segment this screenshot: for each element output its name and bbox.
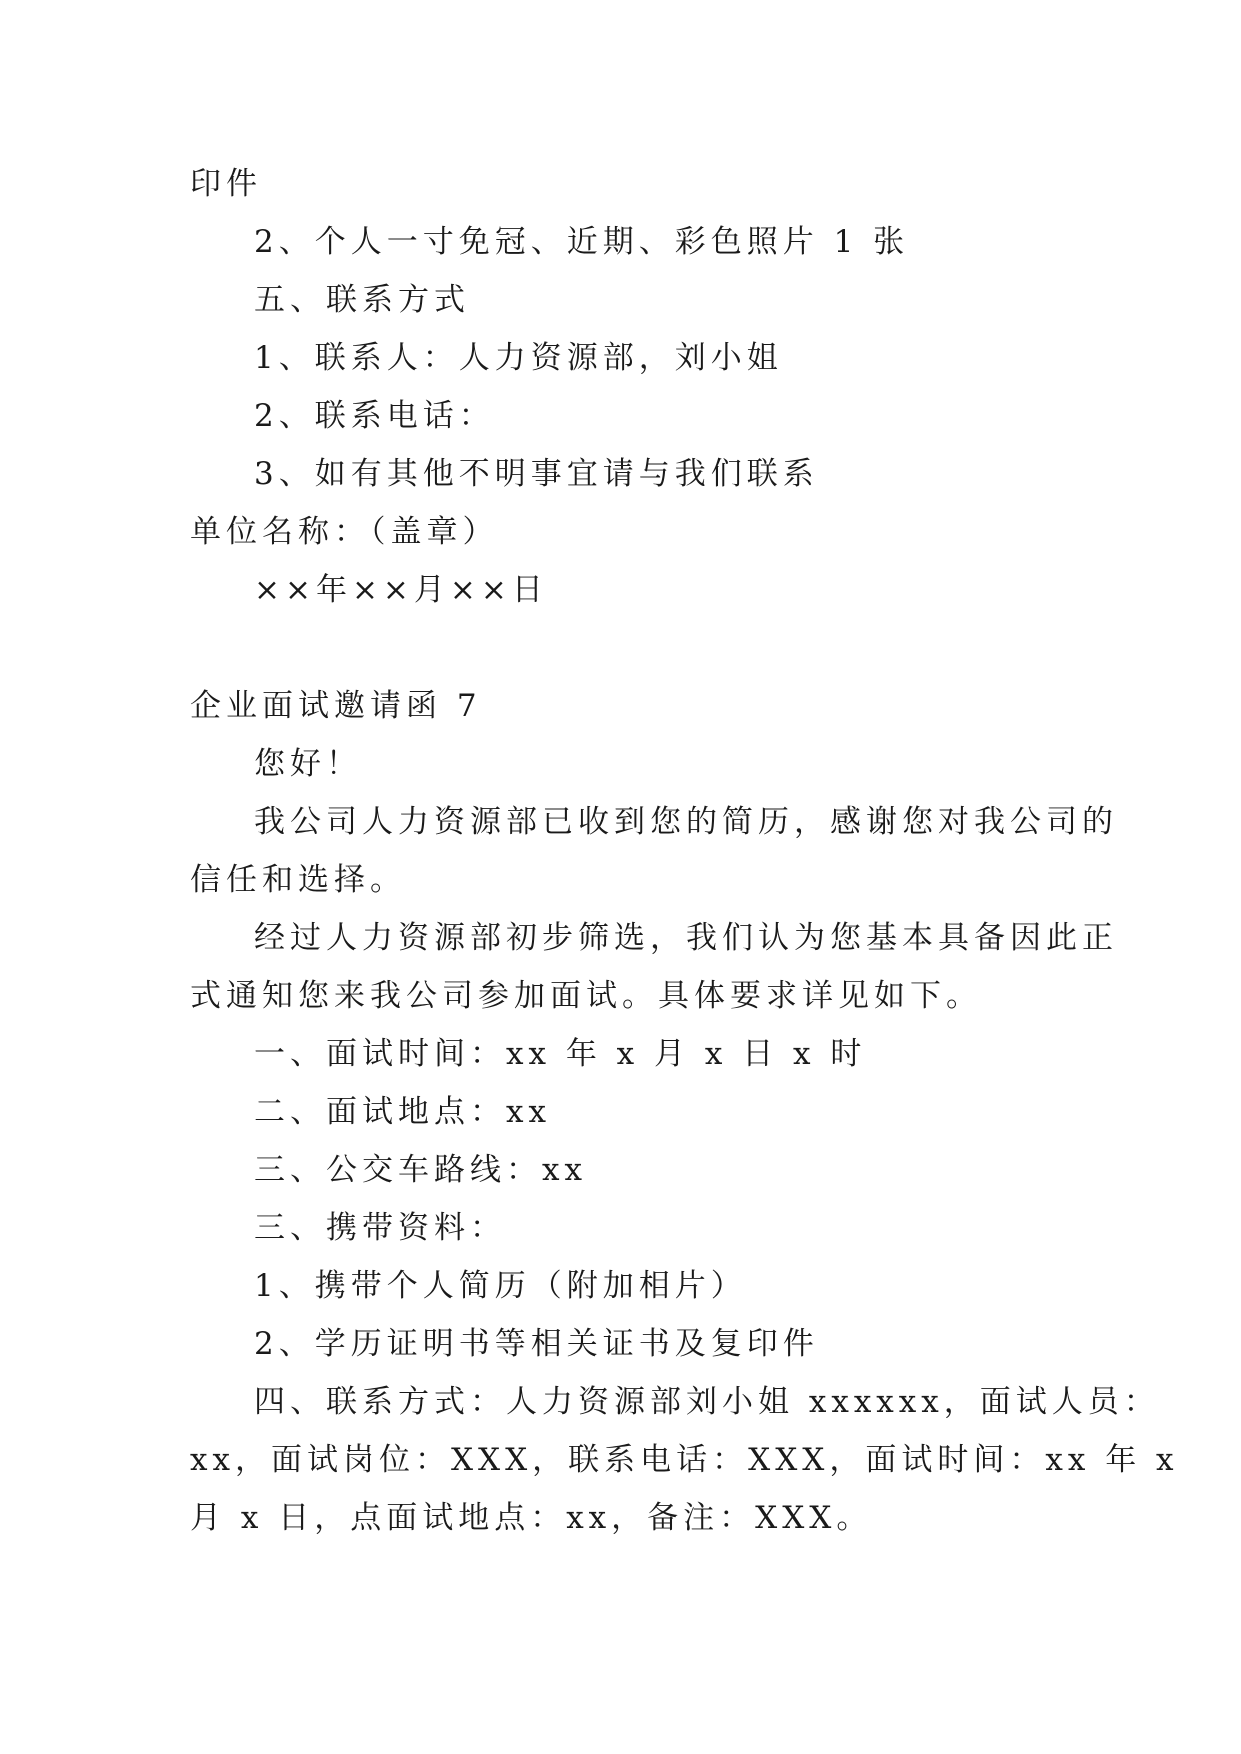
item-materials: 三、携带资料： — [254, 1210, 506, 1246]
greeting: 您好！ — [254, 746, 362, 782]
item-bus-route: 三、公交车路线：xx — [254, 1152, 587, 1188]
text-line-date: ××年××月××日 — [254, 572, 548, 608]
item-materials-resume: 1、携带个人简历（附加相片） — [254, 1268, 747, 1304]
text-line-continuation: 印件 — [190, 166, 262, 202]
text-line-company-seal: 单位名称：（盖章） — [190, 514, 499, 550]
text-line-other-questions: 3、如有其他不明事宜请与我们联系 — [254, 456, 819, 492]
text-line-contact-person: 1、联系人：人力资源部，刘小姐 — [254, 340, 783, 376]
section-title: 企业面试邀请函 7 — [190, 688, 482, 724]
paragraph-received-resume: 我公司人力资源部已收到您的简历，感谢您对我公司的 — [254, 804, 1118, 840]
item-contact-info-end: 月 x 日，点面试地点：xx，备注：XXX。 — [190, 1500, 873, 1536]
item-contact-info-cont: xx，面试岗位：XXX，联系电话：XXX，面试时间：xx 年 x — [190, 1442, 1179, 1478]
item-contact-info: 四、联系方式：人力资源部刘小姐 xxxxxx，面试人员： — [254, 1384, 1160, 1420]
text-line-photo-requirement: 2、个人一寸免冠、近期、彩色照片 1 张 — [254, 224, 910, 260]
paragraph-received-resume-cont: 信任和选择。 — [190, 862, 406, 898]
text-line-contact-phone: 2、联系电话： — [254, 398, 495, 434]
paragraph-screening-cont: 式通知您来我公司参加面试。具体要求详见如下。 — [190, 978, 982, 1014]
item-interview-location: 二、面试地点：xx — [254, 1094, 551, 1130]
item-interview-time: 一、面试时间：xx 年 x 月 x 日 x 时 — [254, 1036, 867, 1072]
paragraph-screening: 经过人力资源部初步筛选，我们认为您基本具备因此正 — [254, 920, 1118, 956]
heading-contact-method: 五、联系方式 — [254, 282, 470, 318]
item-materials-certificates: 2、学历证明书等相关证书及复印件 — [254, 1326, 819, 1362]
